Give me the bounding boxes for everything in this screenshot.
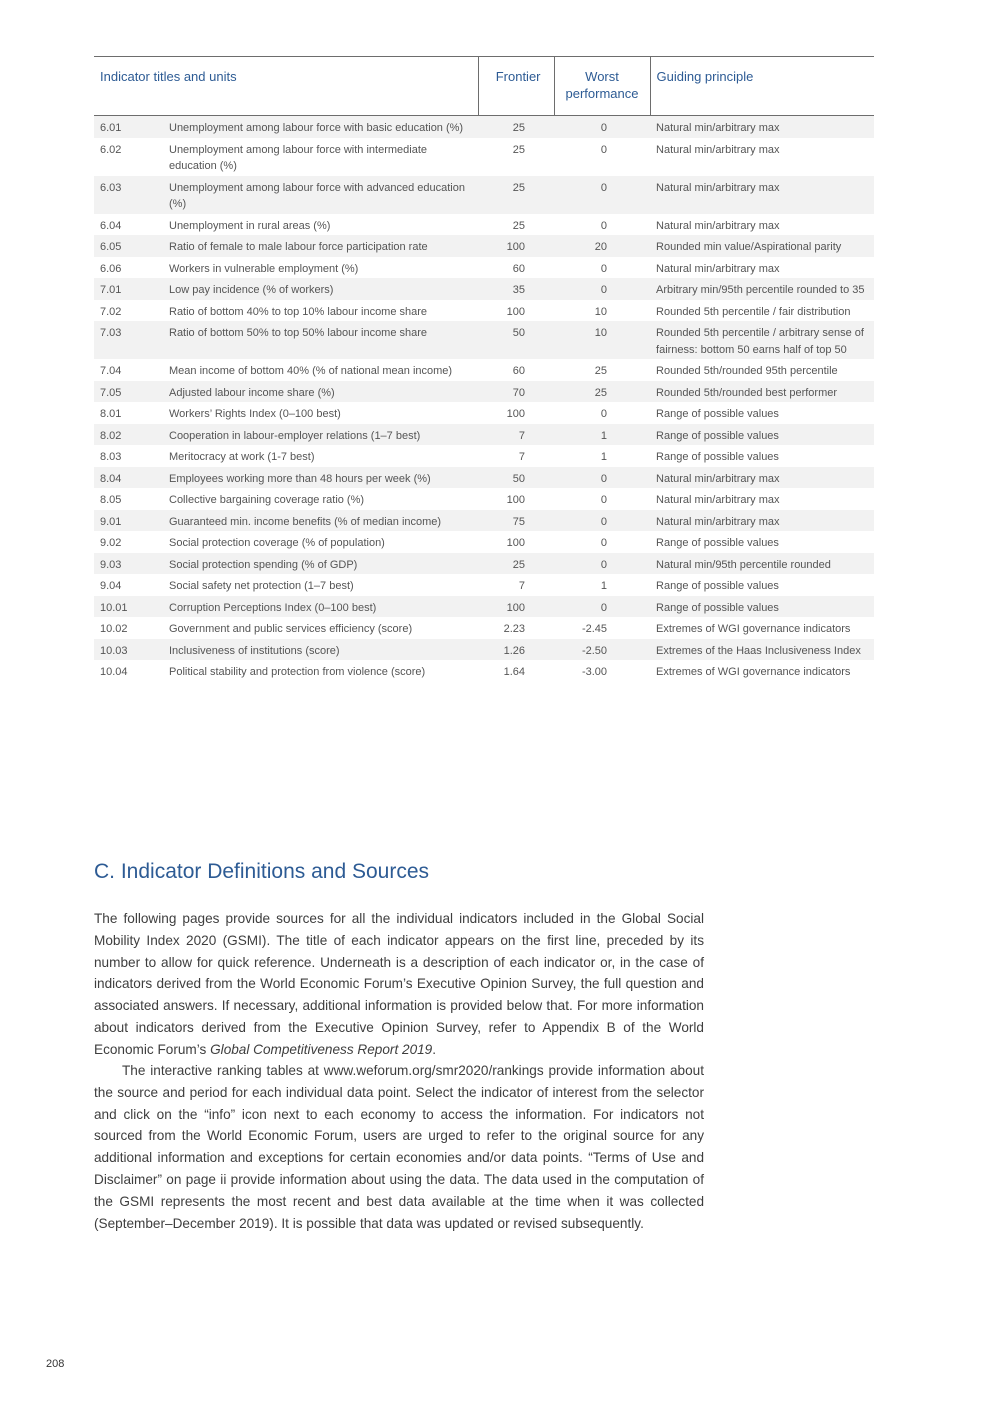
worst-performance-value: 0	[554, 116, 650, 138]
guiding-principle: Natural min/arbitrary max	[650, 510, 874, 532]
header-indicator-titles: Indicator titles and units	[94, 57, 478, 116]
frontier-value: 1.26	[478, 639, 554, 661]
worst-performance-value: -3.00	[581, 666, 608, 678]
indicator-title: Political stability and protection from violence (score)	[169, 666, 426, 678]
table-body	[94, 116, 874, 682]
indicator-title: Ratio of bottom 50% to top 50% labour income share	[163, 321, 478, 359]
indicator-title: Government and public services efficiency (score)	[169, 623, 413, 635]
page-number: 208	[46, 1358, 65, 1370]
indicator-title: Social protection coverage (% of population)	[169, 537, 385, 549]
intro-paragraph	[94, 908, 704, 1061]
table-header-row	[94, 57, 874, 116]
frontier-value: 100	[506, 305, 526, 318]
indicator-number: 10.04	[100, 666, 128, 678]
worst-performance-value: 0	[554, 176, 650, 214]
intro-paragraph-end: .	[432, 1041, 437, 1057]
guiding-principle: Arbitrary min/95th percentile rounded to 35	[650, 278, 874, 300]
indicator-title: Cooperation in labour-employer relations (1–7 best)	[163, 424, 478, 446]
indicator-number: 8.02	[94, 424, 163, 446]
guiding-principle: Range of possible values	[656, 408, 779, 420]
guiding-principle: Natural min/arbitrary max	[656, 143, 780, 156]
table-row	[94, 278, 874, 300]
worst-performance-value: 0	[554, 553, 650, 575]
indicator-number: 8.04	[94, 467, 163, 489]
table-row	[94, 488, 874, 510]
worst-performance-value: 0	[600, 537, 608, 549]
frontier-value: 100	[506, 494, 526, 506]
table-row	[94, 574, 874, 596]
indicator-number: 9.03	[94, 553, 163, 575]
frontier-value: 1.64	[503, 666, 526, 678]
indicator-title: Ratio of female to male labour force participation rate	[163, 235, 478, 257]
worst-performance-value: 1	[600, 580, 608, 592]
indicator-number: 6.05	[94, 235, 163, 257]
indicator-number: 8.01	[100, 408, 122, 420]
indicator-title: Corruption Perceptions Index (0–100 best)	[163, 596, 478, 618]
table-row	[94, 510, 874, 532]
table-row	[94, 639, 874, 661]
indicator-title: Unemployment among labour force with basic education (%)	[163, 116, 478, 138]
guiding-principle: Range of possible values	[650, 424, 874, 446]
guiding-principle: Extremes of the Haas Inclusiveness Index	[650, 639, 874, 661]
table-row	[94, 445, 874, 467]
indicator-title: Collective bargaining coverage ratio (%)	[169, 494, 365, 506]
worst-performance-value: 1	[554, 424, 650, 446]
indicator-title: Meritocracy at work (1-7 best)	[169, 451, 315, 463]
indicator-number: 6.01	[94, 116, 163, 138]
rankings-paragraph: The interactive ranking tables at www.weforum.org/smr2020/rankings provide information about the source and period for each individual data point. Select the indicator of interest from the selector and click on the “info” icon next to each economy to access the information. For indicators not sourced from the World Economic Forum, users are urged to refer to the original source for any additional information and exceptions for certain economies and/or data points. “Terms of Use and Disclaimer” on page ii provide information about using the data. The data used in the computation of the GSMI represents the most recent and best data available at the time when it was collected (September–December 2019). It is possible that data was updated or revised subsequently.	[94, 1063, 704, 1231]
frontier-value: 100	[506, 408, 526, 420]
table-row	[94, 381, 874, 403]
frontier-value: 7	[478, 424, 554, 446]
table-row	[94, 321, 874, 359]
frontier-value: 50	[478, 467, 554, 489]
intro-paragraph-text: The following pages provide sources for all the individual indicators included in the Global Social Mobility Index 2020 (GSMI). The title of each indicator appears on the first line, preceded by its number to allow for quick reference. Underneath is a description of each indicator or, in the case of indicators derived from the World Economic Forum’s Executive Opinion Survey, the full question and associated answers. If necessary, additional information is provided below that. For more information about indicators derived from the Executive Opinion Survey, refer to Appendix B of the World Economic Forum’s	[94, 911, 704, 1057]
indicator-number: 9.01	[94, 510, 163, 532]
frontier-value: 35	[478, 278, 554, 300]
worst-performance-value: 0	[600, 219, 608, 232]
worst-performance-value: 0	[600, 494, 608, 506]
frontier-value: 100	[478, 596, 554, 618]
indicator-number: 10.02	[100, 623, 128, 635]
worst-performance-value: 20	[554, 235, 650, 257]
frontier-value: 100	[506, 537, 526, 549]
table-row	[94, 424, 874, 446]
worst-performance-value: 0	[554, 278, 650, 300]
indicator-title: Inclusiveness of institutions (score)	[163, 639, 478, 661]
frontier-value: 75	[478, 510, 554, 532]
guiding-principle: Rounded 5th/rounded 95th percentile	[656, 365, 838, 377]
indicator-table	[94, 56, 874, 682]
indicator-title: Low pay incidence (% of workers)	[163, 278, 478, 300]
table-row	[94, 596, 874, 618]
indicator-title: Ratio of bottom 40% to top 10% labour income share	[169, 305, 428, 318]
table-row	[94, 660, 874, 682]
guiding-principle: Natural min/arbitrary max	[650, 116, 874, 138]
indicator-number: 8.03	[100, 451, 122, 463]
worst-performance-value: 0	[554, 596, 650, 618]
table-row	[94, 257, 874, 279]
guiding-principle: Extremes of WGI governance indicators	[656, 623, 851, 635]
table-row	[94, 138, 874, 176]
table-row	[94, 402, 874, 424]
guiding-principle: Range of possible values	[656, 451, 779, 463]
worst-performance-value: 0	[600, 143, 608, 156]
guiding-principle: Natural min/arbitrary max	[656, 219, 780, 232]
table-row	[94, 553, 874, 575]
guiding-principle: Natural min/arbitrary max	[656, 262, 780, 275]
indicator-number: 8.05	[100, 494, 122, 506]
indicator-number: 9.04	[100, 580, 122, 592]
indicator-number: 6.06	[100, 262, 122, 275]
guiding-principle: Rounded 5th/rounded best performer	[650, 381, 874, 403]
indicator-table-container	[94, 56, 874, 682]
indicator-number: 7.01	[94, 278, 163, 300]
worst-performance-value: 25	[554, 381, 650, 403]
frontier-value: 60	[512, 262, 526, 275]
worst-performance-value: 25	[594, 365, 608, 377]
worst-performance-value: 0	[554, 510, 650, 532]
frontier-value: 7	[518, 580, 526, 592]
indicator-number: 6.02	[100, 143, 122, 156]
header-worst-performance: Worst performance	[554, 57, 650, 116]
frontier-value: 2.23	[503, 623, 526, 635]
indicator-title: Unemployment among labour force with intermediate education (%)	[169, 143, 428, 172]
guiding-principle: Rounded min value/Aspirational parity	[650, 235, 874, 257]
frontier-value: 60	[512, 365, 526, 377]
guiding-principle: Natural min/95th percentile rounded	[650, 553, 874, 575]
indicator-title: Unemployment in rural areas (%)	[169, 219, 331, 232]
header-frontier: Frontier	[478, 57, 554, 116]
frontier-value: 25	[478, 176, 554, 214]
indicator-title: Mean income of bottom 40% (% of national mean income)	[169, 365, 453, 377]
guiding-principle: Extremes of WGI governance indicators	[656, 666, 851, 678]
guiding-principle: Range of possible values	[656, 580, 779, 592]
indicator-number: 7.03	[94, 321, 163, 359]
header-guiding-principle: Guiding principle	[650, 57, 874, 116]
indicator-number: 9.02	[100, 537, 122, 549]
worst-performance-value: 0	[554, 467, 650, 489]
table-row	[94, 176, 874, 214]
indicator-title: Unemployment among labour force with advanced education (%)	[163, 176, 478, 214]
worst-performance-value: 1	[600, 451, 608, 463]
indicator-title: Employees working more than 48 hours per week (%)	[163, 467, 478, 489]
indicator-number: 6.04	[100, 219, 122, 232]
indicator-title: Workers in vulnerable employment (%)	[169, 262, 359, 275]
indicator-title: Workers’ Rights Index (0–100 best)	[169, 408, 341, 420]
worst-performance-value: 0	[600, 408, 608, 420]
indicator-number: 6.03	[94, 176, 163, 214]
frontier-value: 7	[518, 451, 526, 463]
frontier-value: 100	[478, 235, 554, 257]
indicator-number: 7.05	[94, 381, 163, 403]
guiding-principle: Rounded 5th percentile / fair distribution	[656, 305, 851, 318]
guiding-principle: Rounded 5th percentile / arbitrary sense of fairness: bottom 50 earns half of top 50	[650, 321, 874, 359]
frontier-value: 25	[512, 219, 526, 232]
indicator-number: 10.03	[94, 639, 163, 661]
guiding-principle: Natural min/arbitrary max	[650, 176, 874, 214]
frontier-value: 25	[478, 553, 554, 575]
frontier-value: 50	[478, 321, 554, 359]
worst-performance-value: 10	[554, 321, 650, 359]
worst-performance-value: 0	[600, 262, 608, 275]
worst-performance-value: 10	[594, 305, 608, 318]
table-row	[94, 467, 874, 489]
section-title: C. Indicator Definitions and Sources	[94, 860, 430, 883]
table-row	[94, 214, 874, 236]
indicator-title: Guaranteed min. income benefits (% of median income)	[163, 510, 478, 532]
worst-performance-value: -2.50	[554, 639, 650, 661]
report-title-italic: Global Competitiveness Report 2019	[210, 1041, 433, 1057]
indicator-title: Social protection spending (% of GDP)	[163, 553, 478, 575]
guiding-principle: Natural min/arbitrary max	[656, 494, 780, 506]
frontier-value: 25	[512, 143, 526, 156]
table-row	[94, 359, 874, 381]
table-row	[94, 300, 874, 322]
table-row	[94, 617, 874, 639]
indicator-title: Adjusted labour income share (%)	[163, 381, 478, 403]
frontier-value: 70	[478, 381, 554, 403]
guiding-principle: Natural min/arbitrary max	[650, 467, 874, 489]
frontier-value: 25	[478, 116, 554, 138]
guiding-principle: Range of possible values	[650, 596, 874, 618]
indicator-number: 7.02	[100, 305, 122, 318]
indicator-number: 7.04	[100, 365, 122, 377]
guiding-principle: Range of possible values	[656, 537, 779, 549]
indicator-title: Social safety net protection (1–7 best)	[169, 580, 354, 592]
table-row	[94, 116, 874, 138]
table-row	[94, 235, 874, 257]
table-row	[94, 531, 874, 553]
worst-performance-value: -2.45	[581, 623, 608, 635]
indicator-number: 10.01	[94, 596, 163, 618]
